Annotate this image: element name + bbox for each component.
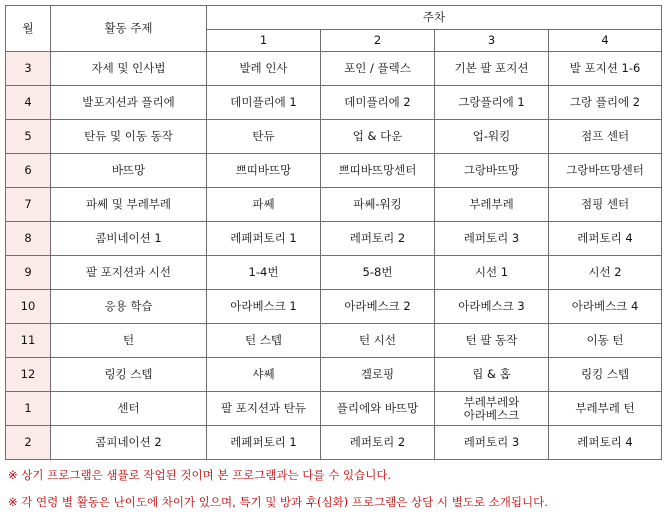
table-row	[6, 256, 662, 290]
week4-cell: 그랑 플리에 2	[549, 86, 662, 120]
week3-cell: 턴 팔 동작	[435, 324, 549, 358]
week1-cell: 발레 인사	[207, 52, 321, 86]
week4-cell: 부레부레 턴	[549, 392, 662, 426]
topic-cell: 센터	[51, 392, 207, 426]
week3-cell: 그랑바뜨망	[435, 154, 549, 188]
week2-cell: 레퍼토리 2	[321, 426, 435, 460]
topic-cell: 응용 학습	[51, 290, 207, 324]
topic-cell: 파쎄 및 부레부레	[51, 188, 207, 222]
table-row	[6, 52, 662, 86]
month-cell: 2	[6, 426, 51, 460]
week4-cell: 점핑 센터	[549, 188, 662, 222]
topic-cell: 발포지션과 플리에	[51, 86, 207, 120]
week-header-2: 2	[321, 30, 435, 52]
note-age-difficulty: ※ 각 연령 별 활동은 난이도에 차이가 있으며, 특기 및 방과 후(심화) 프로그램은 상담 시 별도로 소개됩니다.	[8, 495, 548, 509]
week2-cell: 레퍼토리 2	[321, 222, 435, 256]
month-cell: 10	[6, 290, 51, 324]
week2-cell: 플리에와 바뜨망	[321, 392, 435, 426]
week3-cell: 립 & 홉	[435, 358, 549, 392]
topic-cell: 바뜨망	[51, 154, 207, 188]
week4-cell: 링킹 스텝	[549, 358, 662, 392]
week4-cell: 레퍼토리 4	[549, 222, 662, 256]
week1-cell: 샤쎄	[207, 358, 321, 392]
month-cell: 8	[6, 222, 51, 256]
week2-cell: 파쎄-워킹	[321, 188, 435, 222]
table-row	[6, 222, 662, 256]
week3-cell: 아라베스크 3	[435, 290, 549, 324]
week4-cell: 발 포지션 1-6	[549, 52, 662, 86]
week1-cell: 턴 스텝	[207, 324, 321, 358]
week4-cell: 이동 턴	[549, 324, 662, 358]
week1-cell: 레페퍼토리 1	[207, 426, 321, 460]
table-body	[6, 52, 662, 460]
week2-cell: 데미플리에 2	[321, 86, 435, 120]
week1-cell: 1-4번	[207, 256, 321, 290]
table-row	[6, 426, 662, 460]
week2-cell: 쁘띠바뜨망센터	[321, 154, 435, 188]
month-cell: 4	[6, 86, 51, 120]
week2-cell: 아라베스크 2	[321, 290, 435, 324]
week-header-1: 1	[207, 30, 321, 52]
week-group-header: 주차	[207, 6, 662, 30]
week3-cell: 시선 1	[435, 256, 549, 290]
week2-cell: 겔로핑	[321, 358, 435, 392]
table-row	[6, 358, 662, 392]
week1-cell: 레페퍼토리 1	[207, 222, 321, 256]
week-header-4: 4	[549, 30, 662, 52]
week3-cell: 부레부레	[435, 188, 549, 222]
week3-cell: 그랑플리에 1	[435, 86, 549, 120]
activity-header: 활동 주제	[51, 6, 207, 52]
week3-cell: 레퍼토리 3	[435, 426, 549, 460]
week2-cell: 턴 시선	[321, 324, 435, 358]
note-sample: ※ 상기 프로그램은 샘플로 작업된 것이며 본 프로그램과는 다를 수 있습니다.	[8, 468, 392, 482]
table-row	[6, 392, 662, 426]
week1-cell: 파쎄	[207, 188, 321, 222]
week4-cell: 아라베스크 4	[549, 290, 662, 324]
week1-cell: 팔 포지션과 탄듀	[207, 392, 321, 426]
week1-cell: 데미플리에 1	[207, 86, 321, 120]
month-header: 월	[6, 6, 51, 52]
topic-cell: 링킹 스텝	[51, 358, 207, 392]
week1-cell: 아라베스크 1	[207, 290, 321, 324]
topic-cell: 콤피네이션 2	[51, 426, 207, 460]
week4-cell: 점프 센터	[549, 120, 662, 154]
month-cell: 5	[6, 120, 51, 154]
week3-cell: 업-워킹	[435, 120, 549, 154]
week4-cell: 레퍼토리 4	[549, 426, 662, 460]
table-row	[6, 86, 662, 120]
week1-cell: 탄듀	[207, 120, 321, 154]
week1-cell: 쁘띠바뜨망	[207, 154, 321, 188]
topic-cell: 자세 및 인사법	[51, 52, 207, 86]
curriculum-table	[5, 5, 662, 460]
week3-cell: 기본 팔 포지션	[435, 52, 549, 86]
topic-cell: 턴	[51, 324, 207, 358]
table-row	[6, 188, 662, 222]
week2-cell: 포인 / 플렉스	[321, 52, 435, 86]
week4-cell: 그랑바뜨망센터	[549, 154, 662, 188]
month-cell: 12	[6, 358, 51, 392]
month-cell: 1	[6, 392, 51, 426]
topic-cell: 팔 포지션과 시선	[51, 256, 207, 290]
topic-cell: 콤비네이션 1	[51, 222, 207, 256]
table-row	[6, 120, 662, 154]
week3-cell: 레퍼토리 3	[435, 222, 549, 256]
week-header-3: 3	[435, 30, 549, 52]
topic-cell: 탄듀 및 이동 동작	[51, 120, 207, 154]
week4-cell: 시선 2	[549, 256, 662, 290]
month-cell: 7	[6, 188, 51, 222]
month-cell: 9	[6, 256, 51, 290]
table-row	[6, 290, 662, 324]
week2-cell: 5-8번	[321, 256, 435, 290]
week2-cell: 업 & 다운	[321, 120, 435, 154]
week3-cell: 부레부레와 아라베스크	[435, 392, 549, 426]
table-row	[6, 324, 662, 358]
month-cell: 3	[6, 52, 51, 86]
month-cell: 6	[6, 154, 51, 188]
month-cell: 11	[6, 324, 51, 358]
table-row	[6, 154, 662, 188]
